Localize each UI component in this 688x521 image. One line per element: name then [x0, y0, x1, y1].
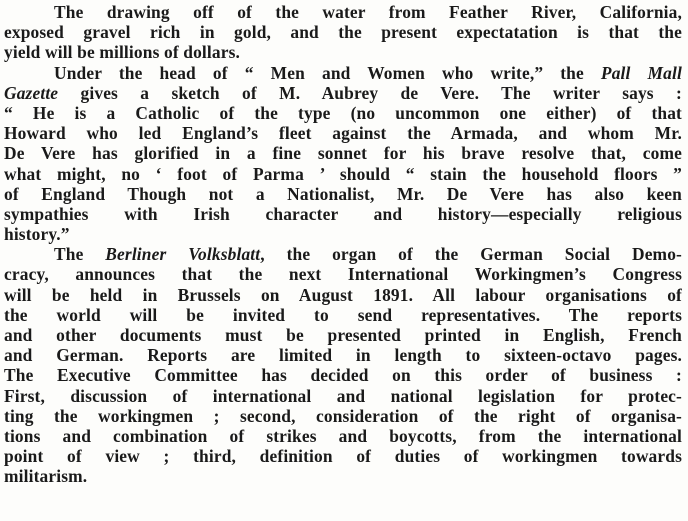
text-segment: gives a sketch of M. Aubrey de Vere. The writer says :: [58, 82, 682, 103]
italic-title: Pall Mall: [600, 62, 682, 83]
text-line: [4, 244, 682, 264]
article-body: [4, 2, 682, 487]
text-line: The Executive Committee has decided on this order of business :: [4, 365, 682, 386]
text-segment: , the organ of the German Social Demo-: [260, 244, 682, 265]
text-line: tions and combination of strikes and boycotts, from the international: [4, 425, 682, 446]
italic-title: Berliner Volksblatt: [105, 244, 261, 265]
text-line: The drawing off of the water from Feather River, California,: [54, 2, 682, 22]
paragraph: [4, 244, 682, 486]
text-line: and German. Reports are limited in length to sixteen-octavo pages.: [4, 345, 682, 366]
text-line: sympathies with Irish character and history—especially religious: [4, 203, 682, 224]
text-line: and other documents must be presented printed in English, French: [4, 325, 682, 345]
text-line: cracy, announces that the next International Workingmen’s Congress: [4, 264, 682, 285]
text-line: what might, no ‘ foot of Parma ’ should “ stain the household floors ”: [4, 163, 682, 184]
text-line: point of view ; third, definition of duties of workingmen towards: [4, 446, 682, 467]
text-segment: Under the head of “ Men and Women who write,” the: [54, 62, 601, 83]
text-line: [4, 63, 682, 83]
text-line: Howard who led England’s fleet against the Armada, and whom Mr.: [4, 123, 682, 144]
text-segment: The: [54, 244, 106, 265]
text-line: [4, 83, 682, 103]
text-line: the world will be invited to send representatives. The reports: [4, 304, 682, 325]
text-line: exposed gravel rich in gold, and the present expectatation is that the: [4, 22, 682, 43]
text-line: De Vere has glorified in a fine sonnet for his brave resolve that, come: [4, 143, 682, 164]
italic-title: Gazette: [4, 82, 59, 103]
text-line: yield will be millions of dollars.: [4, 42, 241, 63]
text-line: history.”: [4, 224, 70, 245]
text-line: will be held in Brussels on August 1891. All labour organisations of: [4, 284, 682, 305]
text-line: militarism.: [4, 466, 88, 487]
paragraph: [4, 2, 682, 63]
paragraph: [4, 63, 682, 245]
text-line: ting the workingmen ; second, consideration of the right of organisa-: [4, 405, 682, 426]
text-line: “ He is a Catholic of the type (no uncommon one either) of that: [4, 102, 682, 123]
text-line: of England Though not a Nationalist, Mr. De Vere has also keen: [4, 183, 682, 204]
text-line: First, discussion of international and national legislation for protec-: [4, 385, 682, 406]
